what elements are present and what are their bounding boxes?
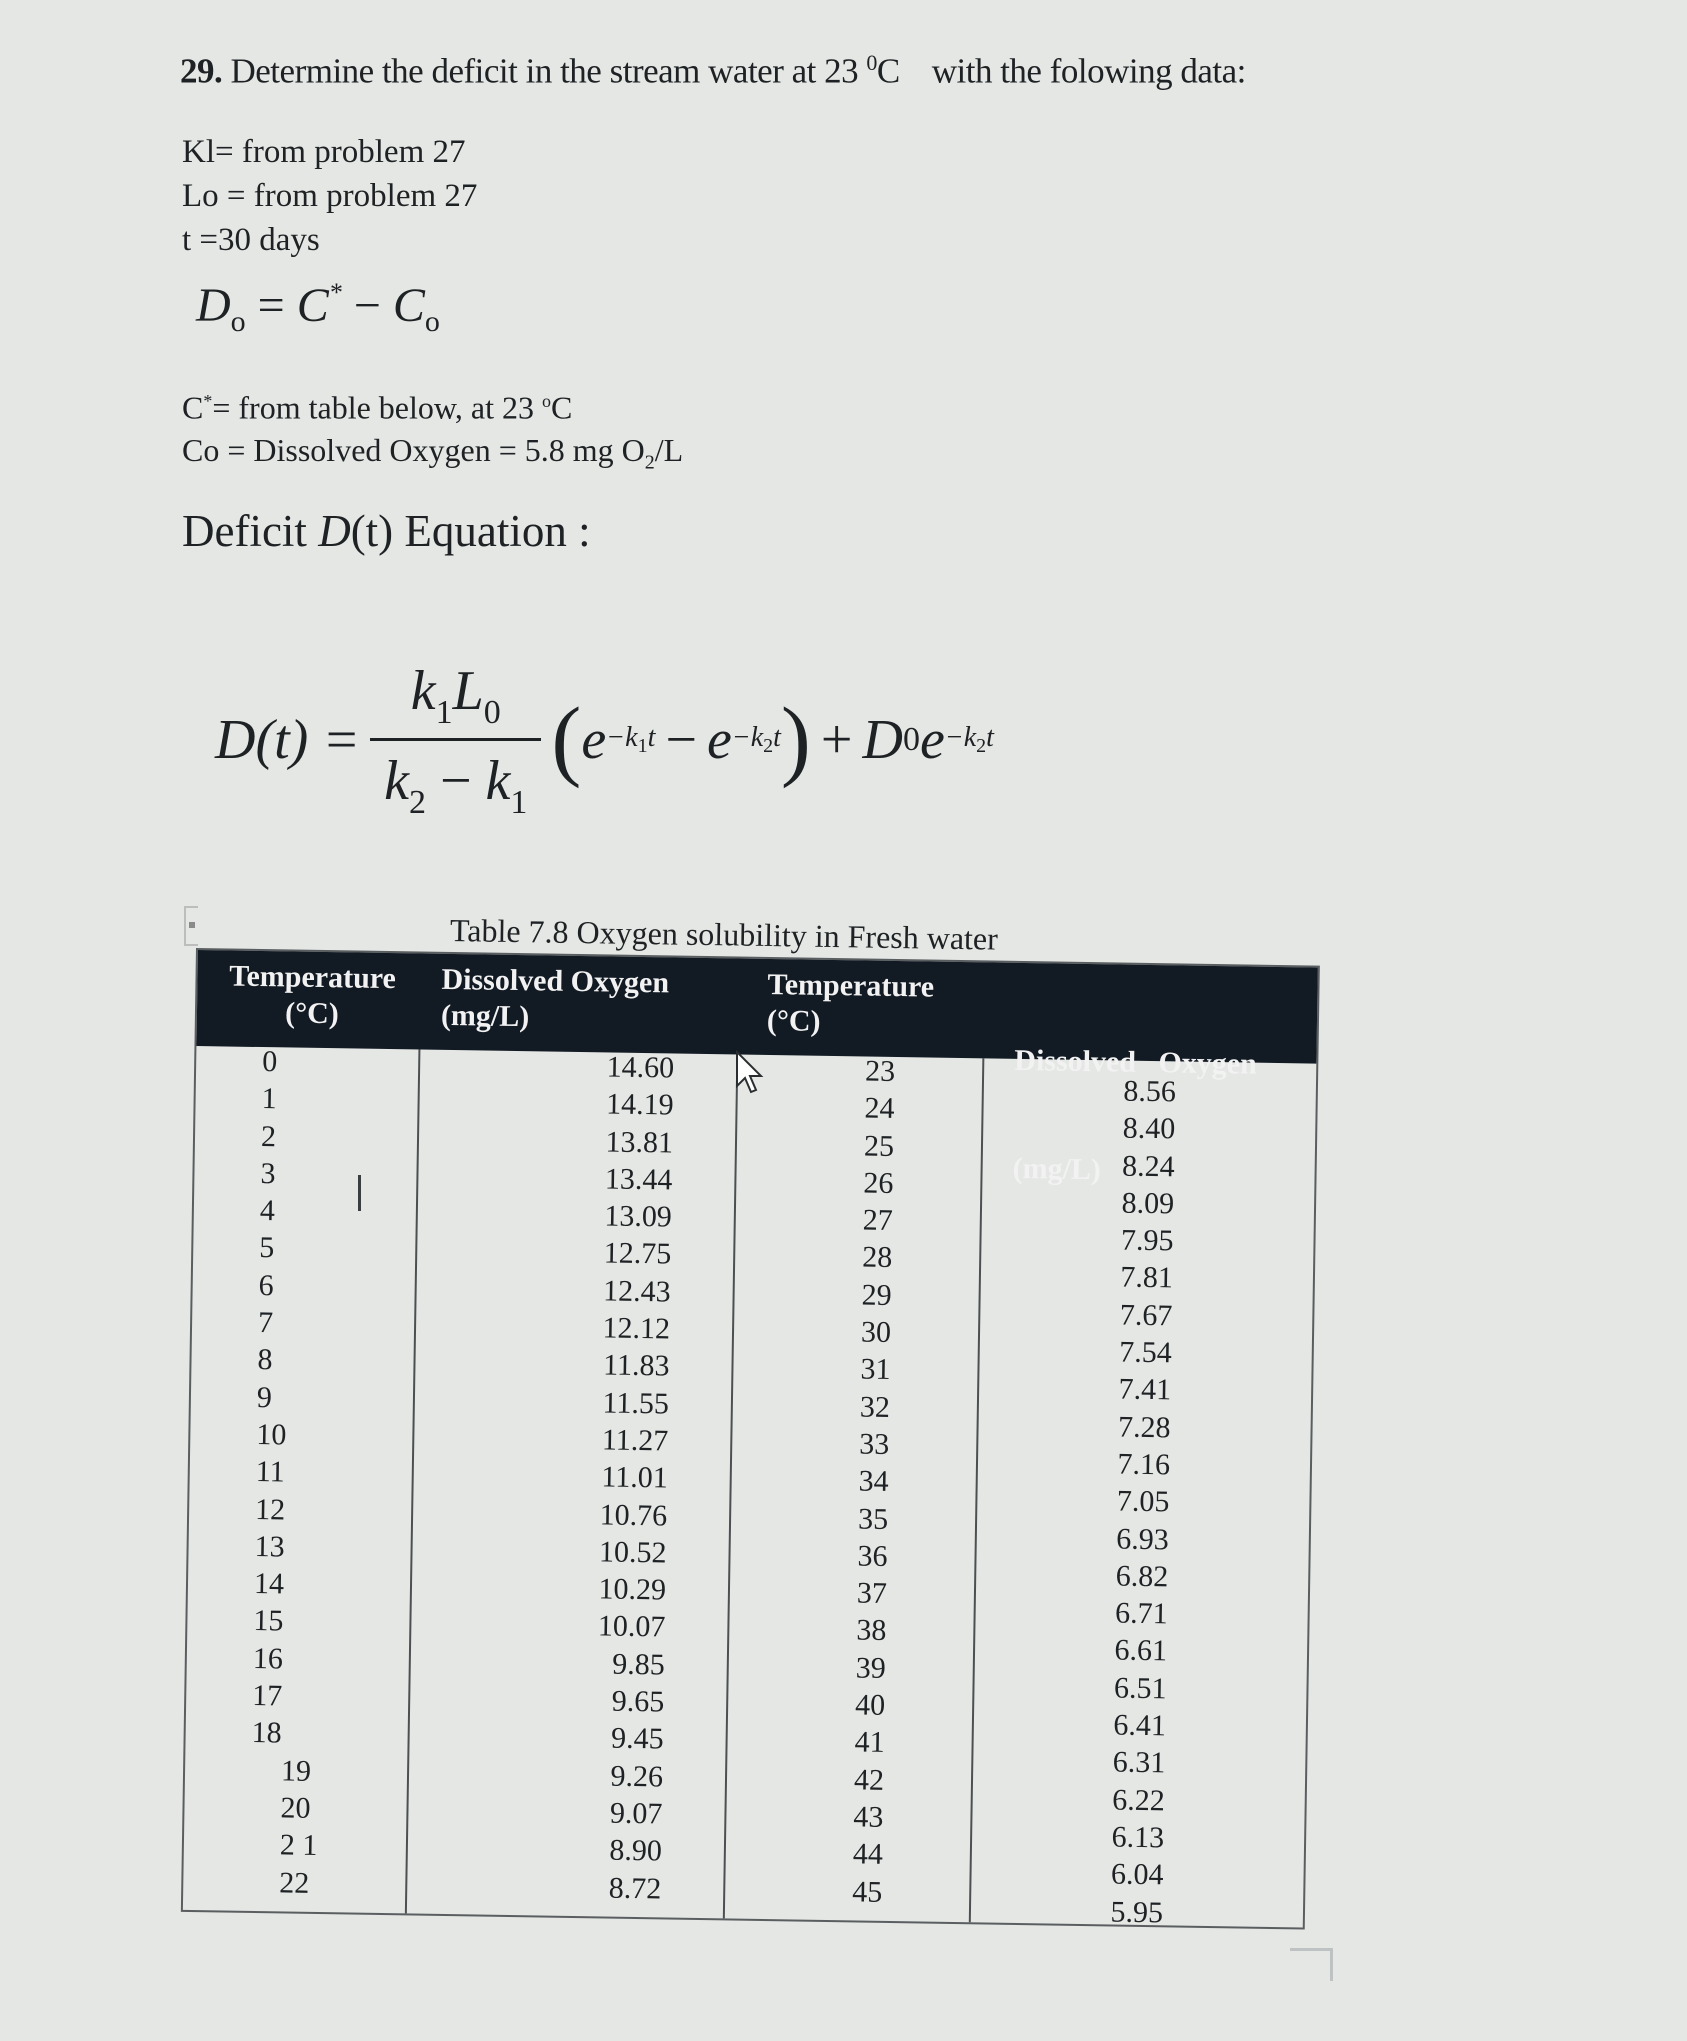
table-cell: 18 (251, 1716, 282, 1750)
table-cell: 6.22 (1111, 1783, 1165, 1817)
table-cell: 10.29 (598, 1572, 667, 1607)
table-title: Table 7.8 Oxygen solubility in Fresh water (449, 912, 999, 957)
header-temperature-2: Temperature (°C) (766, 967, 935, 1038)
text-cursor-icon (358, 1175, 361, 1211)
deficit-equation: D(t) = $\frac{k_1L_0}{k_2 - k_1}$ ( e $-k_1t$ − e $-k_2t$ ) + D 0 e $-k_2t$ (215, 659, 994, 821)
table-cell: 6.31 (1112, 1745, 1166, 1780)
table-cell: 27 (862, 1203, 894, 1238)
table-cell: 7.16 (1117, 1447, 1171, 1482)
column-temperature-right (837, 1052, 910, 1911)
header-dissolved-oxygen-2: Dissolved Oxygen (mg/L) (1012, 1043, 1258, 1187)
table-cell: 34 (858, 1464, 889, 1499)
table-cell: 6.51 (1113, 1671, 1167, 1706)
table-cell: 0 (261, 1045, 278, 1079)
given-k1: Kl= from problem 27 (182, 134, 466, 170)
table-cell: 30 (860, 1315, 892, 1350)
table-cell: 40 (854, 1688, 886, 1722)
definitions (182, 380, 683, 483)
table-cell: 43 (853, 1800, 884, 1834)
table-cell: 44 (852, 1837, 884, 1872)
table-cell: 6 (258, 1268, 274, 1303)
table-cell: 14 (253, 1567, 285, 1601)
table-cell: 19 (280, 1754, 312, 1788)
table-cell: 12.43 (602, 1274, 671, 1309)
mouse-pointer-icon (735, 1050, 767, 1101)
column-divider (723, 1055, 739, 1919)
table-cell: 1 (261, 1082, 277, 1116)
table-cell: 28 (861, 1240, 893, 1275)
table-cell: 7.54 (1119, 1335, 1173, 1370)
table-cell: 42 (853, 1763, 885, 1797)
table-cell: 2 1 (279, 1828, 318, 1863)
table-cell: 29 (861, 1278, 892, 1312)
given-data-list (182, 130, 477, 262)
table-cell: 11 (255, 1455, 285, 1489)
question-title: 29. Determine the deficit in the stream water at 23 $^0$C with the folowing data: (180, 50, 1246, 91)
initial-deficit-equation: $D_o = C^* - C_o$ (196, 278, 440, 338)
table-cell: 9.07 (609, 1796, 663, 1831)
table-cell: 10.52 (598, 1535, 667, 1570)
table-cell: 10.07 (597, 1609, 666, 1644)
table-cell: 6.82 (1115, 1559, 1169, 1594)
column-temperature-left (249, 1043, 330, 1902)
column-divider (405, 1050, 421, 1914)
table-cell: 38 (856, 1613, 887, 1648)
table-move-handle-icon[interactable] (184, 906, 198, 946)
header-dissolved-oxygen-1: Dissolved Oxygen (mg/L) (440, 962, 670, 1034)
table-cell: 7.05 (1116, 1484, 1170, 1519)
cstar-definition: C*= from table below, at 23 $^o$C (182, 389, 573, 426)
table-cell: 5 (259, 1231, 275, 1265)
table-cell: 6.71 (1114, 1596, 1168, 1631)
table-cell: 13.44 (604, 1162, 673, 1197)
table-cell: 15 (253, 1604, 284, 1638)
co-definition: Co = Dissolved Oxygen = 5.8 mg $O_2/L$ (182, 431, 684, 474)
deficit-equation-heading: Deficit D(t) Equation : (182, 506, 591, 556)
column-do-right (1063, 1072, 1176, 1931)
table-cell: 24 (864, 1091, 895, 1126)
table-cell: 2 (260, 1119, 277, 1153)
table-cell: 10.76 (599, 1497, 668, 1533)
table-cell: 13.09 (604, 1199, 673, 1234)
table-cell: 7.81 (1120, 1261, 1174, 1295)
given-lo: Lo = from problem 27 (182, 178, 478, 214)
table-cell: 14.60 (606, 1050, 675, 1085)
header-temperature-1: Temperature (°C) (228, 959, 397, 1031)
table-cell: 11.83 (602, 1348, 670, 1383)
table-cell: 31 (860, 1352, 891, 1387)
table-cell: 20 (280, 1791, 311, 1825)
equation-fraction: $\frac{k_1L_0}{k_2 - k_1}$ (370, 659, 541, 822)
question-number: 29. (180, 51, 223, 91)
column-divider (969, 1058, 985, 1922)
table-cell: 16 (252, 1641, 284, 1676)
table-cell: 25 (863, 1129, 895, 1163)
table-cell: 12 (254, 1492, 286, 1527)
table-cell: 14.19 (605, 1087, 674, 1122)
table-cell: 11.55 (602, 1386, 670, 1421)
table-cell: 9.45 (610, 1721, 664, 1756)
table-cell: 7 (257, 1306, 274, 1340)
given-t: t =30 days (182, 222, 320, 258)
table-cell: 10 (256, 1417, 287, 1452)
table-cell: 8.24 (1121, 1149, 1175, 1183)
table-cell: 12.75 (603, 1236, 672, 1271)
table-cell: 35 (857, 1502, 889, 1536)
table-cell: 8.09 (1121, 1186, 1175, 1221)
table-cell: 41 (854, 1725, 885, 1760)
table-cell: 8.90 (609, 1833, 663, 1868)
table-cell: 5.95 (1110, 1895, 1164, 1929)
table-cell: 8.56 (1123, 1074, 1177, 1109)
table-cell: 9 (256, 1380, 273, 1414)
table-cell: 9.65 (611, 1684, 665, 1719)
table-cell: 11.01 (601, 1460, 668, 1495)
table-cell: 6.93 (1116, 1522, 1170, 1556)
table-cell: 22 (279, 1865, 310, 1900)
table-cell: 12.12 (602, 1311, 671, 1346)
table-cell: 13 (254, 1529, 285, 1564)
table-cell: 8 (257, 1343, 273, 1377)
table-cell: 23 (864, 1054, 896, 1088)
table-cell: 9.85 (612, 1647, 666, 1682)
table-cell: 4 (259, 1194, 276, 1228)
table-cell: 7.28 (1117, 1410, 1171, 1445)
table-cell: 9.26 (610, 1759, 664, 1794)
table-cell: 8.40 (1122, 1111, 1176, 1146)
table-cell: 7.67 (1119, 1298, 1173, 1333)
table-cell: 6.13 (1111, 1820, 1165, 1855)
table-cell: 17 (252, 1679, 283, 1713)
table-cell: 33 (859, 1427, 890, 1461)
table-cell: 26 (863, 1166, 894, 1200)
table-cell: 6.41 (1113, 1708, 1167, 1743)
table-cell: 13.81 (605, 1125, 674, 1160)
column-do-left (541, 1048, 674, 1908)
table-cell: 6.61 (1114, 1633, 1168, 1668)
table-cell: 8.72 (608, 1871, 662, 1905)
table-cell: 3 (260, 1156, 276, 1191)
page-frame-corner (1290, 1948, 1333, 1981)
table-cell: 39 (855, 1651, 887, 1685)
table-cell: 32 (859, 1390, 891, 1424)
table-cell: 45 (852, 1874, 883, 1909)
table-cell: 6.04 (1110, 1857, 1164, 1892)
table-cell: 36 (857, 1539, 888, 1573)
table-cell: 11.27 (601, 1423, 669, 1458)
table-cell: 37 (856, 1576, 888, 1611)
table-cell: 7.95 (1120, 1223, 1174, 1258)
table-cell: 7.41 (1118, 1372, 1172, 1407)
